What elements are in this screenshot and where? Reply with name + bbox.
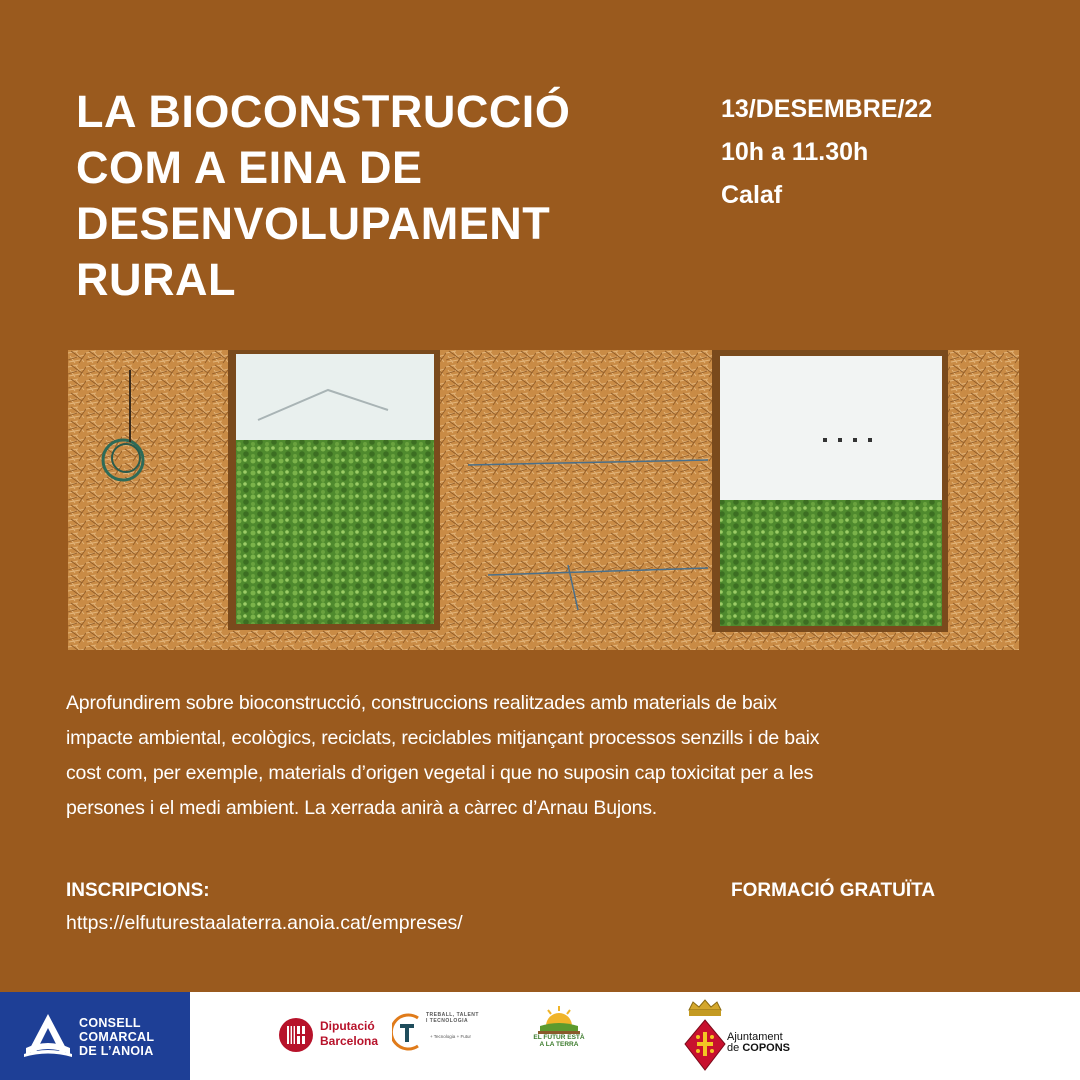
inscriptions-link[interactable]: https://elfuturestaalaterra.anoia.cat/empreses/ <box>66 912 463 934</box>
event-place: Calaf <box>721 181 783 209</box>
event-date: 13/DESEMBRE/22 <box>721 95 933 123</box>
copons-coat-of-arms-icon <box>683 998 727 1074</box>
sun-field-icon <box>538 1004 580 1034</box>
description-line-1: Aprofundirem sobre bioconstrucció, construccions realitzades amb materials de baix <box>66 692 777 714</box>
title-line-2: COM A EINA DE <box>76 142 423 193</box>
futur-text <box>520 1034 598 1048</box>
title-line-4: RURAL <box>76 254 236 305</box>
inscriptions-label: INSCRIPCIONS: <box>66 880 210 901</box>
ttt-text <box>426 1012 479 1024</box>
diputacio-line-1: Diputació <box>320 1019 375 1033</box>
title-line-1: LA BIOCONSTRUCCIÓ <box>76 86 571 137</box>
ttt-subtitle: + Tecnologia + Futur <box>430 1034 471 1039</box>
copons-de: de <box>727 1042 740 1054</box>
consell-comarcal-logo <box>0 992 190 1080</box>
copons-text <box>727 1032 790 1054</box>
event-description <box>66 686 966 826</box>
title-line-3: DESENVOLUPAMENT <box>76 198 551 249</box>
description-line-2: impacte ambiental, ecològics, reciclats, reciclables mitjançant processos senzills i de baix <box>66 727 820 749</box>
ttt-line-1: TREBALL, TALENT <box>426 1012 479 1018</box>
event-title <box>76 84 676 308</box>
copons-line-2 <box>727 1043 790 1054</box>
copons-name: COPONS <box>742 1042 790 1054</box>
diputacio-line-2: Barcelona <box>320 1034 379 1048</box>
consell-line-3: DE L’ANOIA <box>79 1044 154 1058</box>
event-info <box>721 88 932 217</box>
photo-illustration <box>68 350 1019 650</box>
description-line-4: persones i el medi ambient. La xerrada anirà a càrrec d’Arnau Bujons. <box>66 797 658 819</box>
diputacio-emblem-icon <box>278 1017 314 1053</box>
consell-line-2: COMARCAL <box>79 1030 155 1044</box>
ttt-logo-icon <box>392 1012 422 1052</box>
copons-line-1: Ajuntament <box>727 1031 783 1043</box>
description-line-3: cost com, per exemple, materials d’origen vegetal i que no suposin cap toxicitat per a les <box>66 762 814 784</box>
futur-line-1: EL FUTUR ESTÀ <box>533 1034 585 1041</box>
consell-a-icon <box>24 1012 72 1058</box>
sponsor-footer <box>0 992 1080 1080</box>
diputacio-text <box>320 1019 378 1049</box>
free-training-label: FORMACIÓ GRATUÏTA <box>731 880 936 901</box>
event-time: 10h a 11.30h <box>721 138 869 166</box>
straw-bale-wall-photo <box>68 350 1019 650</box>
futur-line-2: A LA TERRA <box>539 1041 579 1048</box>
consell-line-1: CONSELL <box>79 1016 141 1030</box>
ttt-line-2: I TECNOLOGIA <box>426 1018 469 1024</box>
